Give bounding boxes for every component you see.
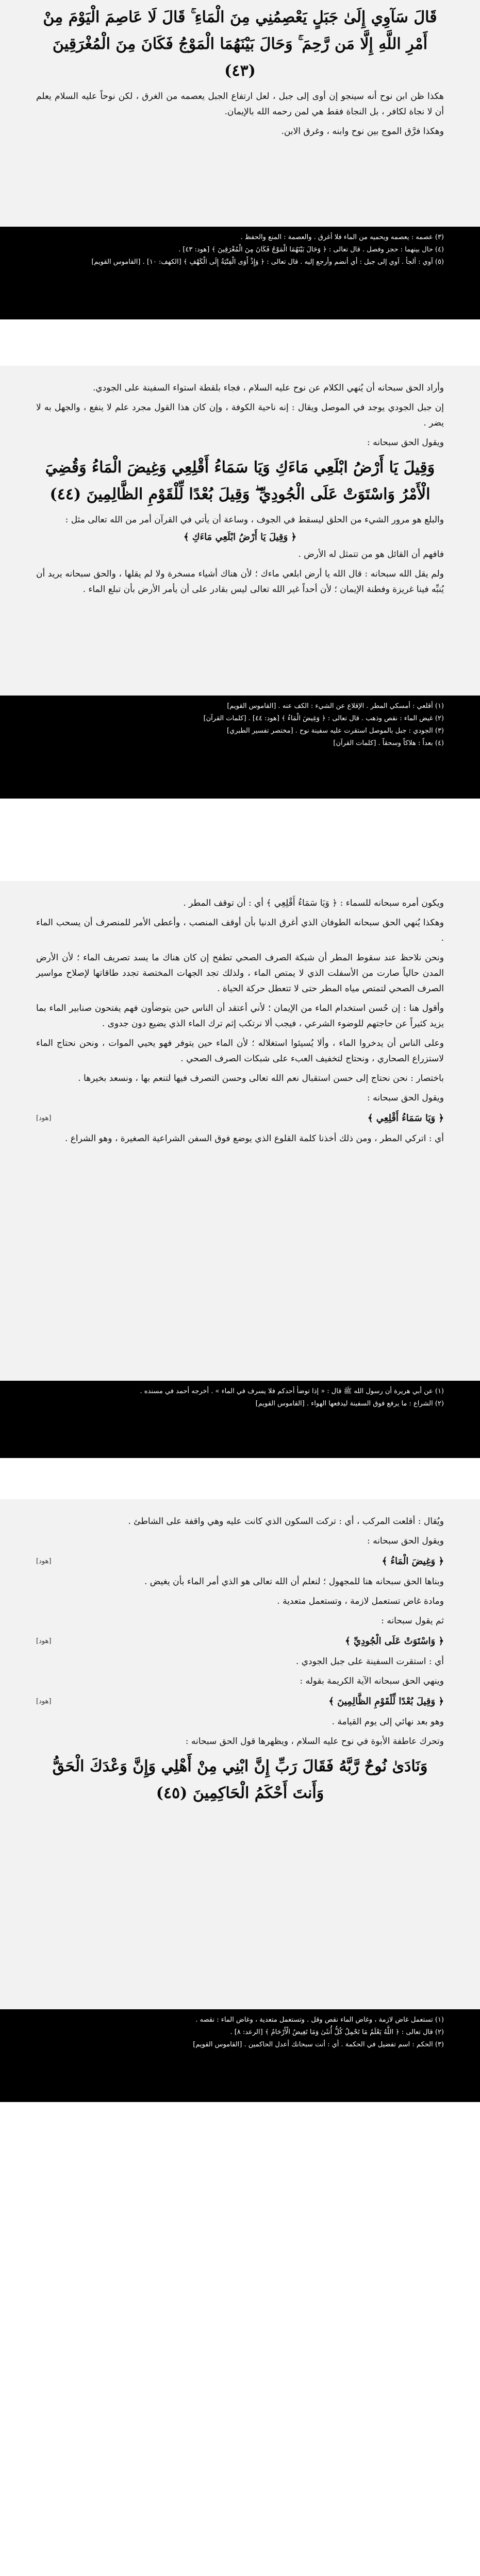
lead-text: ويقول الحق سبحانه : <box>367 437 444 448</box>
quoted-verse: ﴿ وَاسْتَوَتْ عَلَى الْجُودِيِّ ﴾ <box>345 1636 444 1647</box>
footnote: (٣) الجودي : جبل بالموصل استقرت عليه سفينة نوح . [مختصر تفسير الطبري] <box>227 727 444 735</box>
quran-verse <box>36 4 444 84</box>
paragraph: وهو بعد نهائي إلى يوم القيامة . <box>332 1717 444 1727</box>
surah-reference: [هود] <box>36 1637 52 1645</box>
surah-reference: [هود] <box>36 1698 52 1705</box>
paragraph: وهكذا فرَّق الموج بين نوح وابنه ، وغرق الابن. <box>281 126 444 137</box>
paragraph: وبناها الحق سبحانه هنا للمجهول ؛ لنعلم أن الله تعالى هو الذي أمر الماء بأن يغيض . <box>144 1577 444 1587</box>
paragraph: وأقول هنا : إن حُسن استخدام الماء من الإيمان ؛ لأني أعتقد أن الناس حين يتوضأون فهم يفتحون صنابير الماء بما يزيد كثيراً عن حاجتهم للوضوء الشرعي ، فيجب ألا نرتكب إثم ترك الماء الذي يضيع دون جدوى . <box>36 1003 444 1029</box>
footnotes-block <box>0 227 480 319</box>
paragraph: ومادة غاض تستعمل لازمة ، وتستعمل متعدية . <box>277 1596 444 1606</box>
footnote: (٢) قال تعالى : ﴿ اللَّهُ يَعْلَمُ مَا تَحْمِلُ كُلُّ أُنثَىٰ وَمَا تَغِيضُ الْأَرْحَامُ ﴾ [الرعد: ٨] . <box>230 2028 444 2036</box>
quoted-verse: ﴿ وَغِيضَ الْمَاءُ ﴾ <box>382 1556 444 1567</box>
footnotes-block <box>0 1381 480 1458</box>
page-scan-1 <box>0 0 480 227</box>
page-scan-4 <box>0 1499 480 2009</box>
footnotes-block <box>0 2009 480 2102</box>
footnote: (١) تستعمل غاض لازمة ، وغاض الماء نقص وقل . وتستعمل متعدية ، وغاض الماء : نقصه . <box>195 2016 444 2024</box>
paragraph: هكذا ظن ابن نوح أنه سينجو إن أوى إلى جبل ، لعل ارتفاع الجبل يعصمه من الغرق ، لكن نوحاً عليه السلام يعلم أن لا نجاة لكافر ، بل النجاة فقط هي لمن رحمه الله بالإيمان. <box>36 91 444 117</box>
quran-verse <box>36 1753 444 1807</box>
verse-number: (٤٥) <box>156 1784 188 1802</box>
paragraph: وتحرك عاطفة الأبوة في نوح عليه السلام ، ويظهرها قول الحق سبحانه : <box>185 1736 444 1747</box>
quoted-verse: ﴿ وَقِيلَ بُعْدًا لِّلْقَوْمِ الظَّالِمِينَ ﴾ <box>328 1696 444 1707</box>
quoted-verse: ﴿ وَيَا سَمَاءُ أَقْلِعِي ﴾ <box>367 1113 444 1124</box>
quoted-verse-row <box>36 1553 444 1570</box>
verse-text: وَقِيلَ يَا أَرْضُ ابْلَعِي مَاءَكِ وَيَا سَمَاءُ أَقْلِعِي وَغِيضَ الْمَاءُ وَقُضِيَ الْأَمْرُ وَاسْتَوَتْ عَلَى الْجُودِيِّ ۖ وَقِيلَ بُعْدًا لِّلْقَوْمِ الظَّالِمِينَ <box>45 459 435 503</box>
paragraph: ويكون أمره سبحانه للسماء : ﴿ وَيَا سَمَاءُ أَقْلِعِي ﴾ أي : أن توقف المطر . <box>183 898 444 908</box>
quoted-verse: ﴿ وَقِيلَ يَا أَرْضُ ابْلَعِي مَاءَكِ ﴾ <box>183 532 297 543</box>
paragraph: أي : استقرت السفينة على جبل الجودي . <box>295 1656 444 1667</box>
lead-text: وينهي الحق سبحانه الآية الكريمة بقوله : <box>300 1676 444 1686</box>
lead-text: ثم يقول سبحانه : <box>381 1616 444 1626</box>
footnote: (١) عن أبي هريرة أن رسول الله ﷺ قال : « إذا توضأ أحدكم فلا يسرف في الماء » . أخرجه أحمد في مسنده . <box>140 1387 444 1395</box>
verse-number: (٤٤) <box>49 485 81 503</box>
paragraph: ونحن نلاحظ عند سقوط المطر أن شبكة الصرف الصحي تطفح إن كان هناك ما يسد تصريف الماء ؛ لأن الأرض المدن حالياً صارت من الأسفلت الذي لا يمتص الماء ، ولذلك تجد الجهات المختصة تجدد طاقاتها لإصلاح مواسير الصرف الصحي لتمتص مياه المطر حتى لا تتعطل حركة الحياة . <box>36 953 444 994</box>
page-gap <box>0 2102 480 2576</box>
footnote: (٤) بعداً : هلاكاً وسحقاً . [كلمات القرآن] <box>333 739 444 747</box>
paragraph: وعلى الناس أن يدخروا الماء ، وألا يُسيئوا استغلاله ؛ لأن الماء حين يتوفر فهو يحيي الموات ، ونحن نحتاج الماء لاستزراع الصحاري ، ونحتاج لتخفيف العبء على شبكات الصرف الصحي . <box>36 1038 444 1064</box>
footnote: (٢) الشراع : ما يرفع فوق السفينة ليدفعها الهواء . [القاموس القويم] <box>255 1400 444 1408</box>
verse-text: قَالَ سَآوِي إِلَىٰ جَبَلٍ يَعْصِمُنِي مِنَ الْمَاءِ ۚ قَالَ لَا عَاصِمَ الْيَوْمَ مِنْ أَمْرِ اللَّهِ إِلَّا مَن رَّحِمَ ۚ وَحَالَ بَيْنَهُمَا الْمَوْجُ فَكَانَ مِنَ الْمُغْرَقِينَ <box>43 8 437 53</box>
footnote: (١) أقلعي : أمسكي المطر . الإقلاع عن الشيء : الكف عنه . [القاموس القويم] <box>227 702 444 710</box>
paragraph: ويُقال : أقلعت المركب ، أي : تركت السكون الذي كانت عليه وهي واقفة على الشاطئ . <box>128 1516 444 1527</box>
paragraph: وهكذا يُنهي الحق سبحانه الطوفان الذي أغرق الدنيا بأن أوقف المنصب ، وأعطى الأمر للمنصرف أن يسحب الماء . <box>36 918 444 943</box>
paragraph: والبلع هو مرور الشيء من الحلق ليسقط في الجوف ، وساعة أن يأتي في القرآن أمر من الله تعالى مثل : <box>65 515 444 525</box>
paragraph: وأراد الحق سبحانه أن يُنهي الكلام عن نوح عليه السلام ، فجاء بلقطة استواء السفينة على الجودي. <box>93 383 444 393</box>
footnote: (٢) غيض الماء : نقص وذهب . قال تعالى : ﴿ وَغِيضَ الْمَاءُ ﴾ [هود: ٤٤] . [كلمات القرآن] <box>203 715 444 722</box>
quran-verse <box>36 454 444 508</box>
quoted-verse-row <box>36 1110 444 1127</box>
paragraph: إن جبل الجودي يوجد في الموصل ويقال : إنه ناحية الكوفة ، وإن كان هذا القول مجرد علم لا ينفع ، والجهل به لا يضر . <box>36 402 444 428</box>
footnote: (٣) عصمه : يعصمه ويحميه من الماء فلا أغرق . والعصمة : المنع والحفظ . <box>240 233 444 241</box>
paragraph: ولم يقل الله سبحانه : قال الله يا أرض ابلعي ماءك ؛ لأن هناك أشياء مسخرة ولا لم يقلها ، والحق سبحانه يريد أن يُنبِّه فينا غريزة وفطنة الإيمان ؛ لأن أحداً غير الله تعالى ليس بقادر على أن يأمر الأرض بأن تبلع الماء . <box>36 569 444 595</box>
footnote: (٤) حال بينهما : حجز وفصل . قال تعالى : ﴿ وَحَالَ بَيْنَهُمَا الْمَوْجُ فَكَانَ مِنَ الْمُغْرَقِينَ ﴾ [هود: ٤٣] . <box>178 246 444 253</box>
lead-text: ويقول الحق سبحانه : <box>367 1536 444 1546</box>
footnote: (٥) آوي : ألجأ . آوي إلى جبل : أي أنضم وأرجع إليه . قال تعالى : ﴿ وَإِذْ أَوَى الْفِتْيَةُ إِلَى الْكَهْفِ ﴾ [الكهف: ١٠] . [القاموس القويم] <box>91 258 444 266</box>
quoted-verse-row <box>36 1693 444 1710</box>
page-scan-3 <box>0 881 480 1381</box>
quoted-verse-row <box>36 1633 444 1650</box>
surah-reference: [هود] <box>36 1557 52 1565</box>
lead-text: ويقول الحق سبحانه : <box>367 1093 444 1103</box>
page-scan-2 <box>0 366 480 696</box>
verse-number: (٤٣) <box>224 62 256 80</box>
paragraph: فافهم أن القائل هو من تتمثل له الأرض . <box>298 549 444 560</box>
page-gap <box>0 319 480 366</box>
paragraph: أي : اتركي المطر ، ومن ذلك أخذنا كلمة القلوع الذي يوضع فوق السفن الشراعية الصغيرة ، وهو الشراع . <box>64 1133 444 1144</box>
verse-text: وَنَادَىٰ نُوحٌ رَّبَّهُ فَقَالَ رَبِّ إِنَّ ابْنِي مِنْ أَهْلِي وَإِنَّ وَعْدَكَ الْحَقُّ وَأَنتَ أَحْكَمُ الْحَاكِمِينَ <box>52 1757 428 1802</box>
footnote: (٣) الحكم : اسم تفضيل في الحكمة . أي : أنت سبحانك أعدل الحاكمين . [القاموس القويم] <box>193 2041 444 2048</box>
page-gap <box>0 1458 480 1499</box>
paragraph: باختصار : نحن نحتاج إلى حسن استقبال نعم الله تعالى وحسن التصرف فيها لتنعم بها ، ونسعد بخيرها . <box>78 1073 444 1083</box>
footnotes-block <box>0 696 480 799</box>
page-gap <box>0 799 480 881</box>
surah-reference: [هود] <box>36 1114 52 1122</box>
